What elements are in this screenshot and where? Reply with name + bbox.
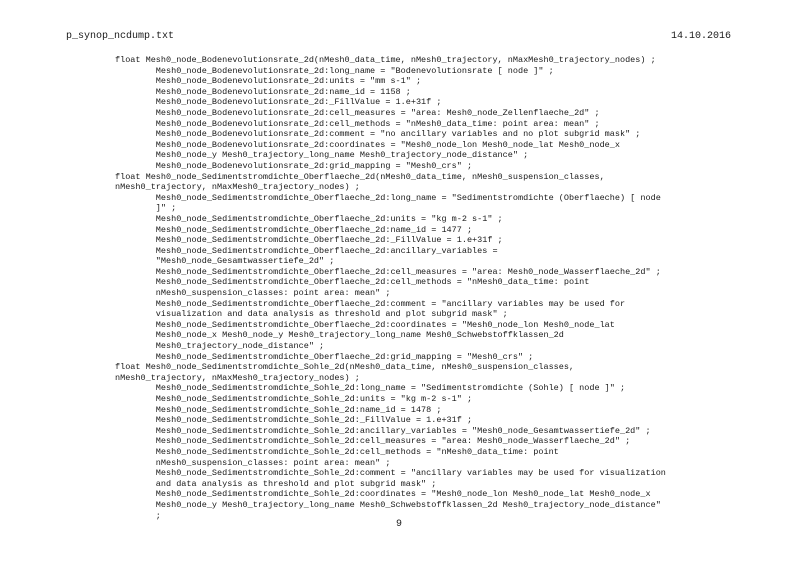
code-line: Mesh0_node_Bodenevolutionsrate_2d:long_name = "Bodenevolutionsrate [ node ]" ; xyxy=(115,65,554,76)
code-line: visualization and data analysis as threshold and plot subgrid mask" ; xyxy=(115,309,508,320)
code-line: float Mesh0_node_Bodenevolutionsrate_2d(nMesh0_data_time, nMesh0_trajectory, nMaxMesh0_trajectory_nodes) ; xyxy=(115,55,656,65)
code-line: Mesh0_node_Sedimentstromdichte_Sohle_2d:_FillValue = 1.e+31f ; xyxy=(115,415,473,426)
code-line: Mesh0_node_Sedimentstromdichte_Sohle_2d:coordinates = "Mesh0_node_lon Mesh0_node_lat Mesh0_node_x xyxy=(115,489,651,500)
code-line: Mesh0_node_Sedimentstromdichte_Sohle_2d:units = "kg m-2 s-1" ; xyxy=(115,394,473,404)
code-line: Mesh0_node_Sedimentstromdichte_Oberflaeche_2d:ancillary_variables = xyxy=(115,245,498,256)
code-line: Mesh0_node_y Mesh0_trajectory_long_name Mesh0_Schwebstoffklassen_2d Mesh0_trajectory_node_distance" xyxy=(115,499,661,510)
code-line: Mesh0_node_Sedimentstromdichte_Sohle_2d:cell_methods = "nMesh0_data_time: point xyxy=(115,446,559,457)
code-line: float Mesh0_node_Sedimentstromdichte_Oberflaeche_2d(nMesh0_data_time, nMesh0_suspension_classes, xyxy=(115,171,605,182)
code-line: Mesh0_node_Sedimentstromdichte_Oberflaeche_2d:grid_mapping = "Mesh0_crs" ; xyxy=(115,351,534,362)
code-line: Mesh0_node_Sedimentstromdichte_Oberflaeche_2d:_FillValue = 1.e+31f ; xyxy=(115,235,503,246)
code-line: nMesh0_suspension_classes: point area: mean" ; xyxy=(115,288,391,299)
code-line: and data analysis as threshold and plot subgrid mask" ; xyxy=(115,478,437,489)
code-line: Mesh0_node_Bodenevolutionsrate_2d:_FillValue = 1.e+31f ; xyxy=(115,97,442,108)
code-line: Mesh0_node_Bodenevolutionsrate_2d:cell_methods = "nMesh0_data_time: point area: mean" ; xyxy=(115,118,600,129)
code-line: Mesh0_node_y Mesh0_trajectory_long_name Mesh0_trajectory_node_distance" ; xyxy=(115,150,529,161)
code-line: Mesh0_node_Bodenevolutionsrate_2d:grid_mapping = "Mesh0_crs" ; xyxy=(115,160,473,171)
page-number: 9 xyxy=(396,519,403,530)
code-line: Mesh0_node_Bodenevolutionsrate_2d:cell_measures = "area: Mesh0_node_Zellenflaeche_2d" ; xyxy=(115,107,600,118)
code-line: Mesh0_node_Sedimentstromdichte_Oberflaeche_2d:cell_measures = "area: Mesh0_node_Wasserflaeche_2d" ; xyxy=(115,266,661,277)
code-line: Mesh0_node_Sedimentstromdichte_Oberflaeche_2d:units = "kg m-2 s-1" ; xyxy=(115,213,503,224)
code-line: Mesh0_node_Bodenevolutionsrate_2d:comment = "no ancillary variables and no plot subgrid mask" ; xyxy=(115,129,641,140)
code-line: Mesh0_node_Bodenevolutionsrate_2d:coordinates = "Mesh0_node_lon Mesh0_node_lat Mesh0_node_x xyxy=(115,139,620,150)
code-line: Mesh0_node_Bodenevolutionsrate_2d:units = "mm s-1" ; xyxy=(115,76,422,87)
code-line: Mesh0_node_Bodenevolutionsrate_2d:name_id = 1158 ; xyxy=(115,86,411,97)
code-line: nMesh0_trajectory, nMaxMesh0_trajectory_nodes) ; xyxy=(115,372,360,383)
code-line: nMesh0_trajectory, nMaxMesh0_trajectory_nodes) ; xyxy=(115,182,360,193)
code-line: nMesh0_suspension_classes: point area: mean" ; xyxy=(115,457,391,468)
code-line: Mesh0_trajectory_node_distance" ; xyxy=(115,341,325,352)
code-line: Mesh0_node_Sedimentstromdichte_Sohle_2d:cell_measures = "area: Mesh0_node_Wasserflaeche_2d" ; xyxy=(115,436,631,447)
code-line: Mesh0_node_Sedimentstromdichte_Sohle_2d:long_name = "Sedimentstromdichte (Sohle) [ node ]" ; xyxy=(115,383,626,394)
code-line: ]" ; xyxy=(115,203,177,214)
file-name: p_synop_ncdump.txt xyxy=(66,31,175,42)
code-line: "Mesh0_node_Gesamtwassertiefe_2d" ; xyxy=(115,256,335,267)
print-date: 14.10.2016 xyxy=(671,31,732,42)
code-line: Mesh0_node_Sedimentstromdichte_Sohle_2d:ancillary_variables = "Mesh0_node_Gesamtwassertiefe_2d" ; xyxy=(115,425,651,436)
code-line: Mesh0_node_Sedimentstromdichte_Oberflaeche_2d:coordinates = "Mesh0_node_lon Mesh0_node_lat xyxy=(115,319,615,330)
code-line: Mesh0_node_Sedimentstromdichte_Oberflaeche_2d:cell_methods = "nMesh0_data_time: point xyxy=(115,277,590,288)
code-line: float Mesh0_node_Sedimentstromdichte_Sohle_2d(nMesh0_data_time, nMesh0_suspension_classes, xyxy=(115,362,575,373)
code-line: Mesh0_node_x Mesh0_node_y Mesh0_trajectory_long_name Mesh0_Schwebstoffklassen_2d xyxy=(115,330,564,341)
code-line: Mesh0_node_Sedimentstromdichte_Oberflaeche_2d:long_name = "Sedimentstromdichte (Oberflaeche) [ node xyxy=(115,192,661,203)
code-line: ; xyxy=(115,510,161,521)
code-line: Mesh0_node_Sedimentstromdichte_Oberflaeche_2d:comment = "ancillary variables may be used for xyxy=(115,298,626,309)
code-listing xyxy=(115,55,755,521)
code-line: Mesh0_node_Sedimentstromdichte_Oberflaeche_2d:name_id = 1477 ; xyxy=(115,224,473,235)
code-line: Mesh0_node_Sedimentstromdichte_Sohle_2d:name_id = 1478 ; xyxy=(115,404,442,415)
code-line: Mesh0_node_Sedimentstromdichte_Sohle_2d:comment = "ancillary variables may be used for visualization xyxy=(115,468,666,479)
